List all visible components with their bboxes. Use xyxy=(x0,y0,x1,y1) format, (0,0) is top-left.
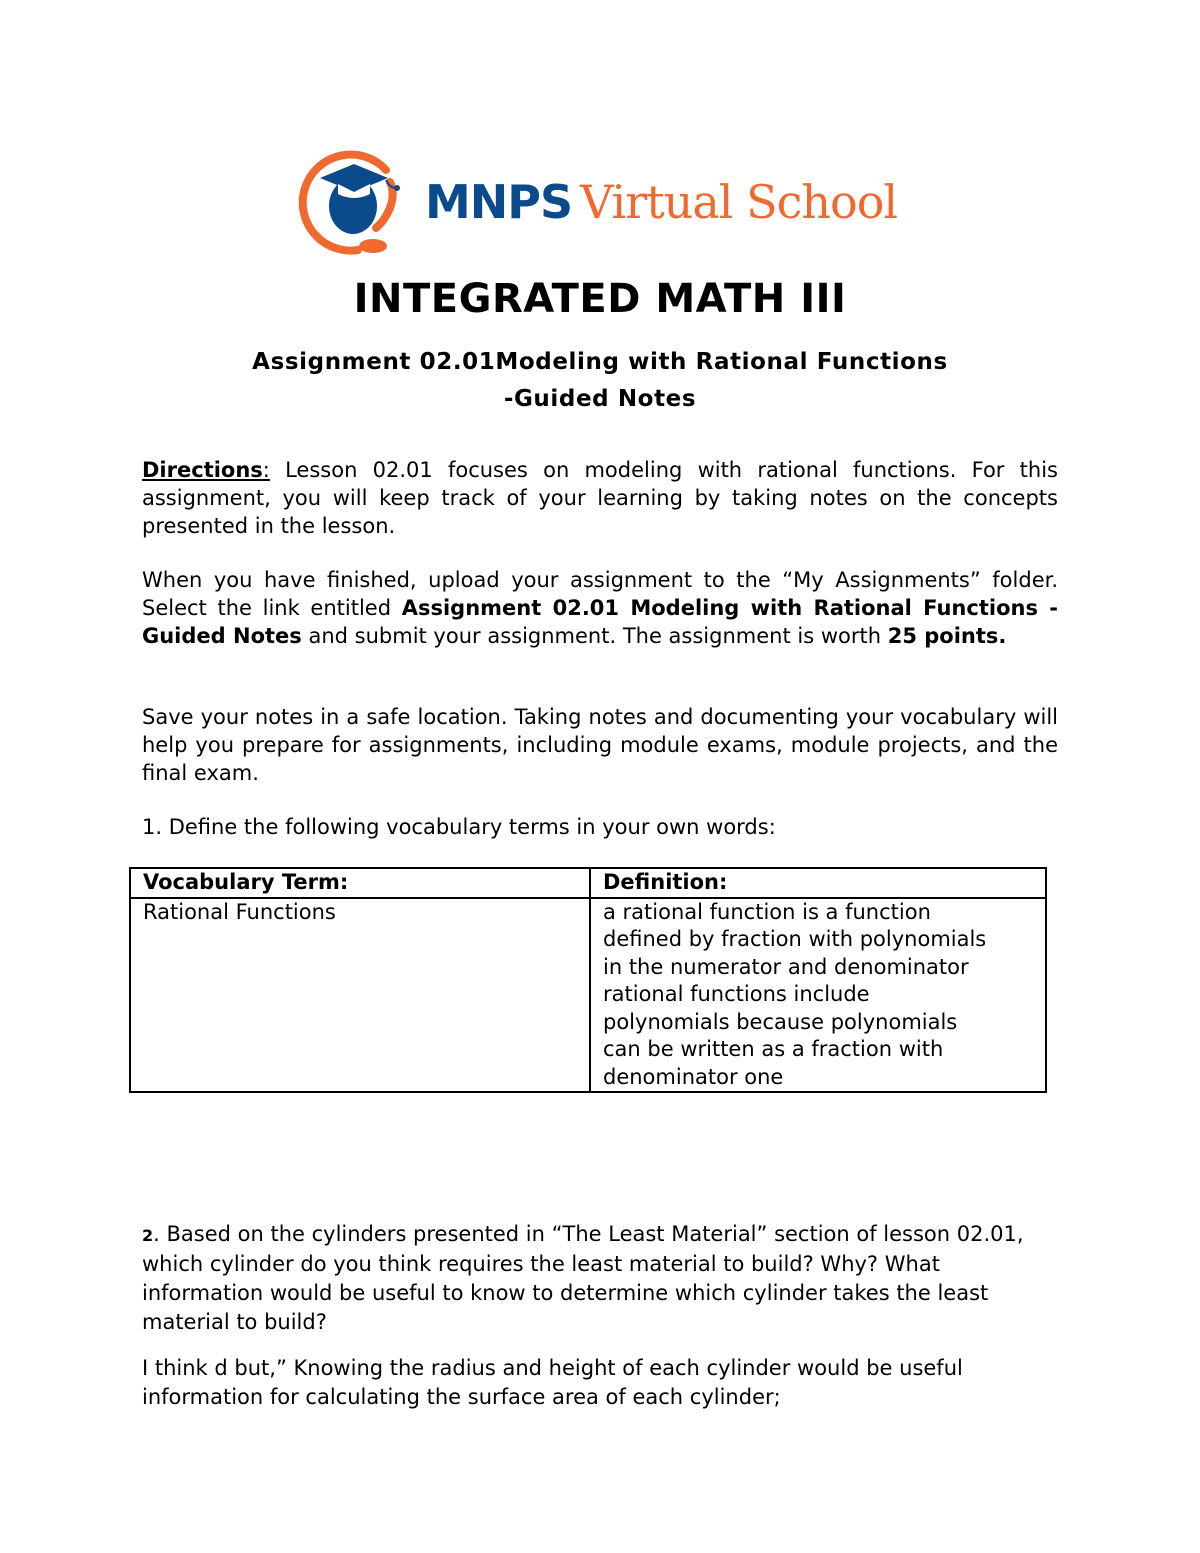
directions-colon: : xyxy=(262,458,270,482)
points-value: 25 points. xyxy=(887,624,1007,648)
table-header-row xyxy=(130,868,1046,898)
definition-line: in the numerator and denominator xyxy=(603,954,969,979)
directions-text: Lesson 02.01 focuses on modeling with rational functions. For this assignment, you will keep track of your learning by taking notes on the concepts presented in the lesson. xyxy=(142,458,1058,538)
definition-line: a rational function is a function xyxy=(603,899,931,924)
vocabulary-table xyxy=(129,867,1047,1093)
logo-brand-bold: MNPS xyxy=(425,174,573,229)
subtitle-line-1: Assignment 02.01Modeling with Rational Functions xyxy=(252,349,948,375)
definition-line: defined by fraction with polynomials xyxy=(603,927,987,951)
definition-line: polynomials because polynomials xyxy=(603,1009,958,1034)
definition-cell[interactable] xyxy=(590,898,1046,1093)
upload-instructions-paragraph xyxy=(142,566,1058,650)
header-vocabulary-term: Vocabulary Term: xyxy=(130,868,590,898)
table-row xyxy=(130,898,1046,1093)
answer-2[interactable]: I think d but,” Knowing the radius and height of each cylinder would be useful information for calculating the surface area of each cylinder; xyxy=(142,1356,963,1409)
definition-line: denominator one xyxy=(603,1064,784,1089)
mnps-virtual-school-logo xyxy=(298,142,908,257)
page-title: INTEGRATED MATH III xyxy=(353,276,847,322)
definition-line: rational functions include xyxy=(603,982,870,1006)
definition-line: can be written as a fraction with xyxy=(603,1037,944,1061)
question-2-text: . Based on the cylinders presented in “The Least Material” section of lesson 02.01, which cylinder do you think requires the least material to build? Why? What information would be useful to know to determine which cylinder takes the least material to build? xyxy=(142,1222,1024,1334)
upload-text-2: and submit your assignment. The assignment is worth xyxy=(301,624,888,648)
subtitle-line-2: -Guided Notes xyxy=(503,386,697,412)
upload-text-1: When you have finished, upload your assignment to the “My Assignments” folder. Select the link entitled xyxy=(142,568,1058,620)
save-notes-paragraph: Save your notes in a safe location. Taking notes and documenting your vocabulary will help you prepare for assignments, including module exams, module projects, and the final exam. xyxy=(142,705,1058,785)
assignment-subtitle xyxy=(0,344,1200,418)
directions-label: Directions xyxy=(142,458,263,482)
vocab-term-cell[interactable]: Rational Functions xyxy=(130,898,590,1093)
logo-brand-regular: Virtual School xyxy=(580,174,898,229)
header-definition: Definition: xyxy=(590,868,1046,898)
graduation-cap-globe-icon xyxy=(298,142,413,257)
directions-paragraph xyxy=(142,456,1058,540)
question-1: 1. Define the following vocabulary terms in your own words: xyxy=(142,815,776,839)
question-2 xyxy=(142,1220,1062,1337)
question-2-number: 2 xyxy=(142,1226,154,1245)
assignment-link-name: Assignment 02.01 Modeling with Rational Functions - Guided Notes xyxy=(142,596,1058,648)
